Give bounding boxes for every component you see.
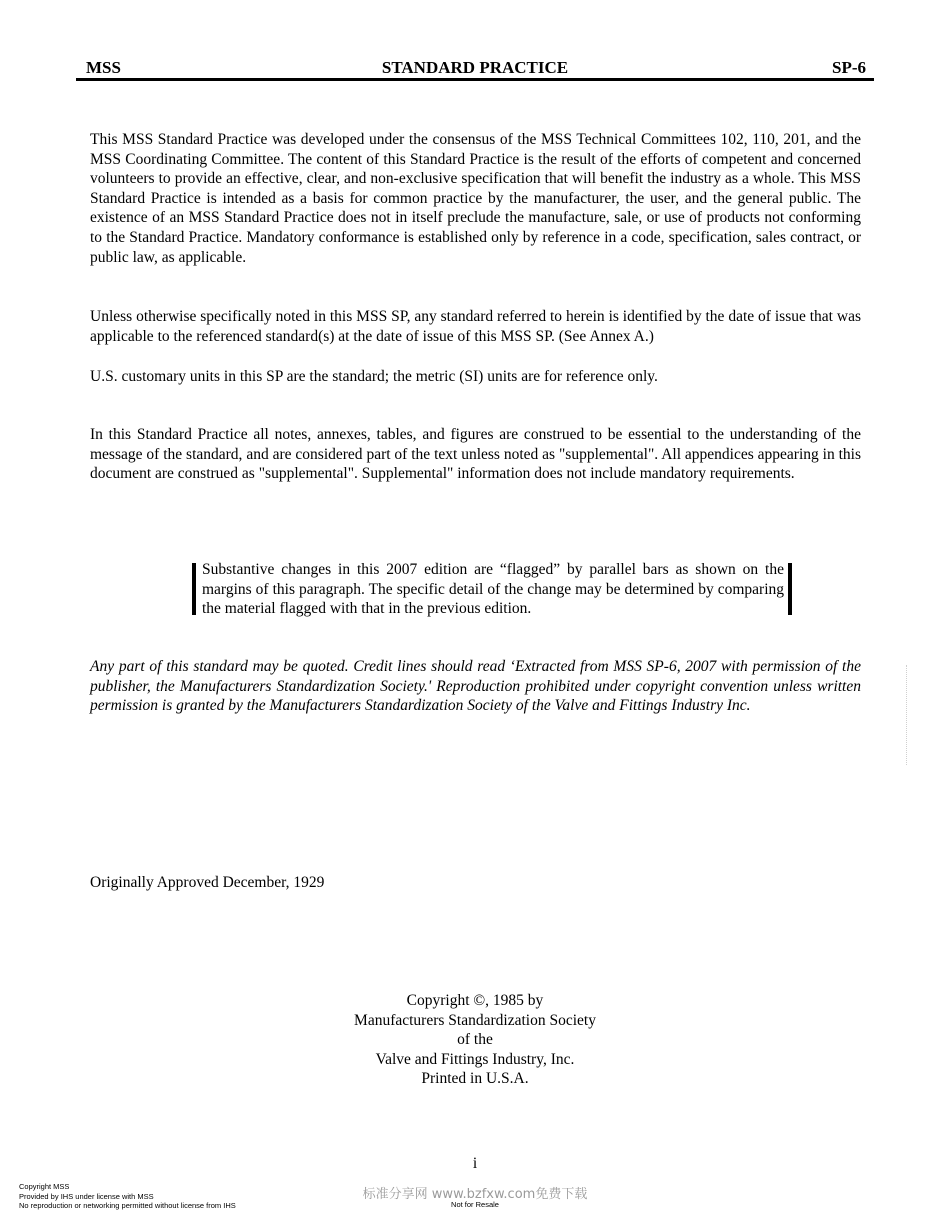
header-doc-id: SP-6 xyxy=(832,58,866,77)
flagged-changes-text: Substantive changes in this 2007 edition are “flagged” by parallel bars as shown on the margins of this paragraph. The specific detail of the change may be determined by comparing the material flagged with that in the previous edition. xyxy=(202,561,784,618)
copyright-line: Manufacturers Standardization Society xyxy=(354,1011,596,1029)
change-bar-left xyxy=(192,563,196,615)
approval-date: Originally Approved December, 1929 xyxy=(90,874,325,891)
copyright-line: Copyright ©, 1985 by xyxy=(406,992,544,1009)
copyright-line: Valve and Fittings Industry, Inc. xyxy=(375,1050,575,1068)
license-line: Copyright MSS xyxy=(19,1182,70,1191)
consensus-paragraph: This MSS Standard Practice was developed under the consensus of the MSS Technical Committees 102, 110, 201, and the MSS Coordinating Committee. The content of this Standard Practice is the result of the efforts of competent and concerned volunteers to provide an effective, clear, and non-exclusive specification that will benefit the industry as a whole. This MSS Standard Practice is intended as a basis for common practice by the manufacturer, the user, and the general public. The existence of an MSS Standard Practice does not in itself preclude the manufacture, sale, or use of products not conforming to the Standard Practice. Mandatory conformance is established only by reference in a code, specification, sales contract, or public law, as applicable. xyxy=(90,131,861,266)
site-watermark: 标准分享网 www.bzfxw.com免费下载 xyxy=(362,1187,588,1202)
units-paragraph: U.S. customary units in this SP are the standard; the metric (SI) units are for reference only. xyxy=(90,368,658,385)
header-org: MSS xyxy=(86,58,121,77)
header-rule xyxy=(76,78,874,81)
supplemental-paragraph: In this Standard Practice all notes, annexes, tables, and figures are construed to be essential to the understanding of the message of the standard, and are considered part of the text unless noted as "supplemental". All appendices appearing in this document are construed as "supplemental". Supplemental" information does not include mandatory requirements. xyxy=(90,426,861,483)
license-line: Provided by IHS under license with MSS xyxy=(19,1191,154,1201)
copyright-line: Printed in U.S.A. xyxy=(421,1070,529,1088)
copyright-block xyxy=(275,991,675,1089)
flagged-changes-box xyxy=(192,560,792,616)
change-bar-right xyxy=(788,563,792,615)
header-title: STANDARD PRACTICE xyxy=(381,58,569,77)
referenced-standards-paragraph: Unless otherwise specifically noted in this MSS SP, any standard referred to herein is identified by the date of issue that was applicable to the referenced standard(s) at the date of issue of this MSS SP. (See Annex A.) xyxy=(90,308,861,345)
margin-marks xyxy=(906,665,911,765)
not-for-resale-notice: Not for Resale xyxy=(451,1200,499,1209)
copyright-line: of the xyxy=(457,1031,493,1049)
quotation-permission-paragraph: Any part of this standard may be quoted. Credit lines should read ‘Extracted from MSS SP-6, 2007 with permission of the publisher, the Manufacturers Standardization Society.' Reproduction prohibited under copyright convention unless written permission is granted by the Manufacturers Standardization Society of the Valve and Fittings Industry Inc. xyxy=(90,658,861,715)
page-number: i xyxy=(472,1155,478,1172)
license-line: No reproduction or networking permitted without license from IHS xyxy=(19,1201,236,1210)
page-header xyxy=(76,58,874,78)
